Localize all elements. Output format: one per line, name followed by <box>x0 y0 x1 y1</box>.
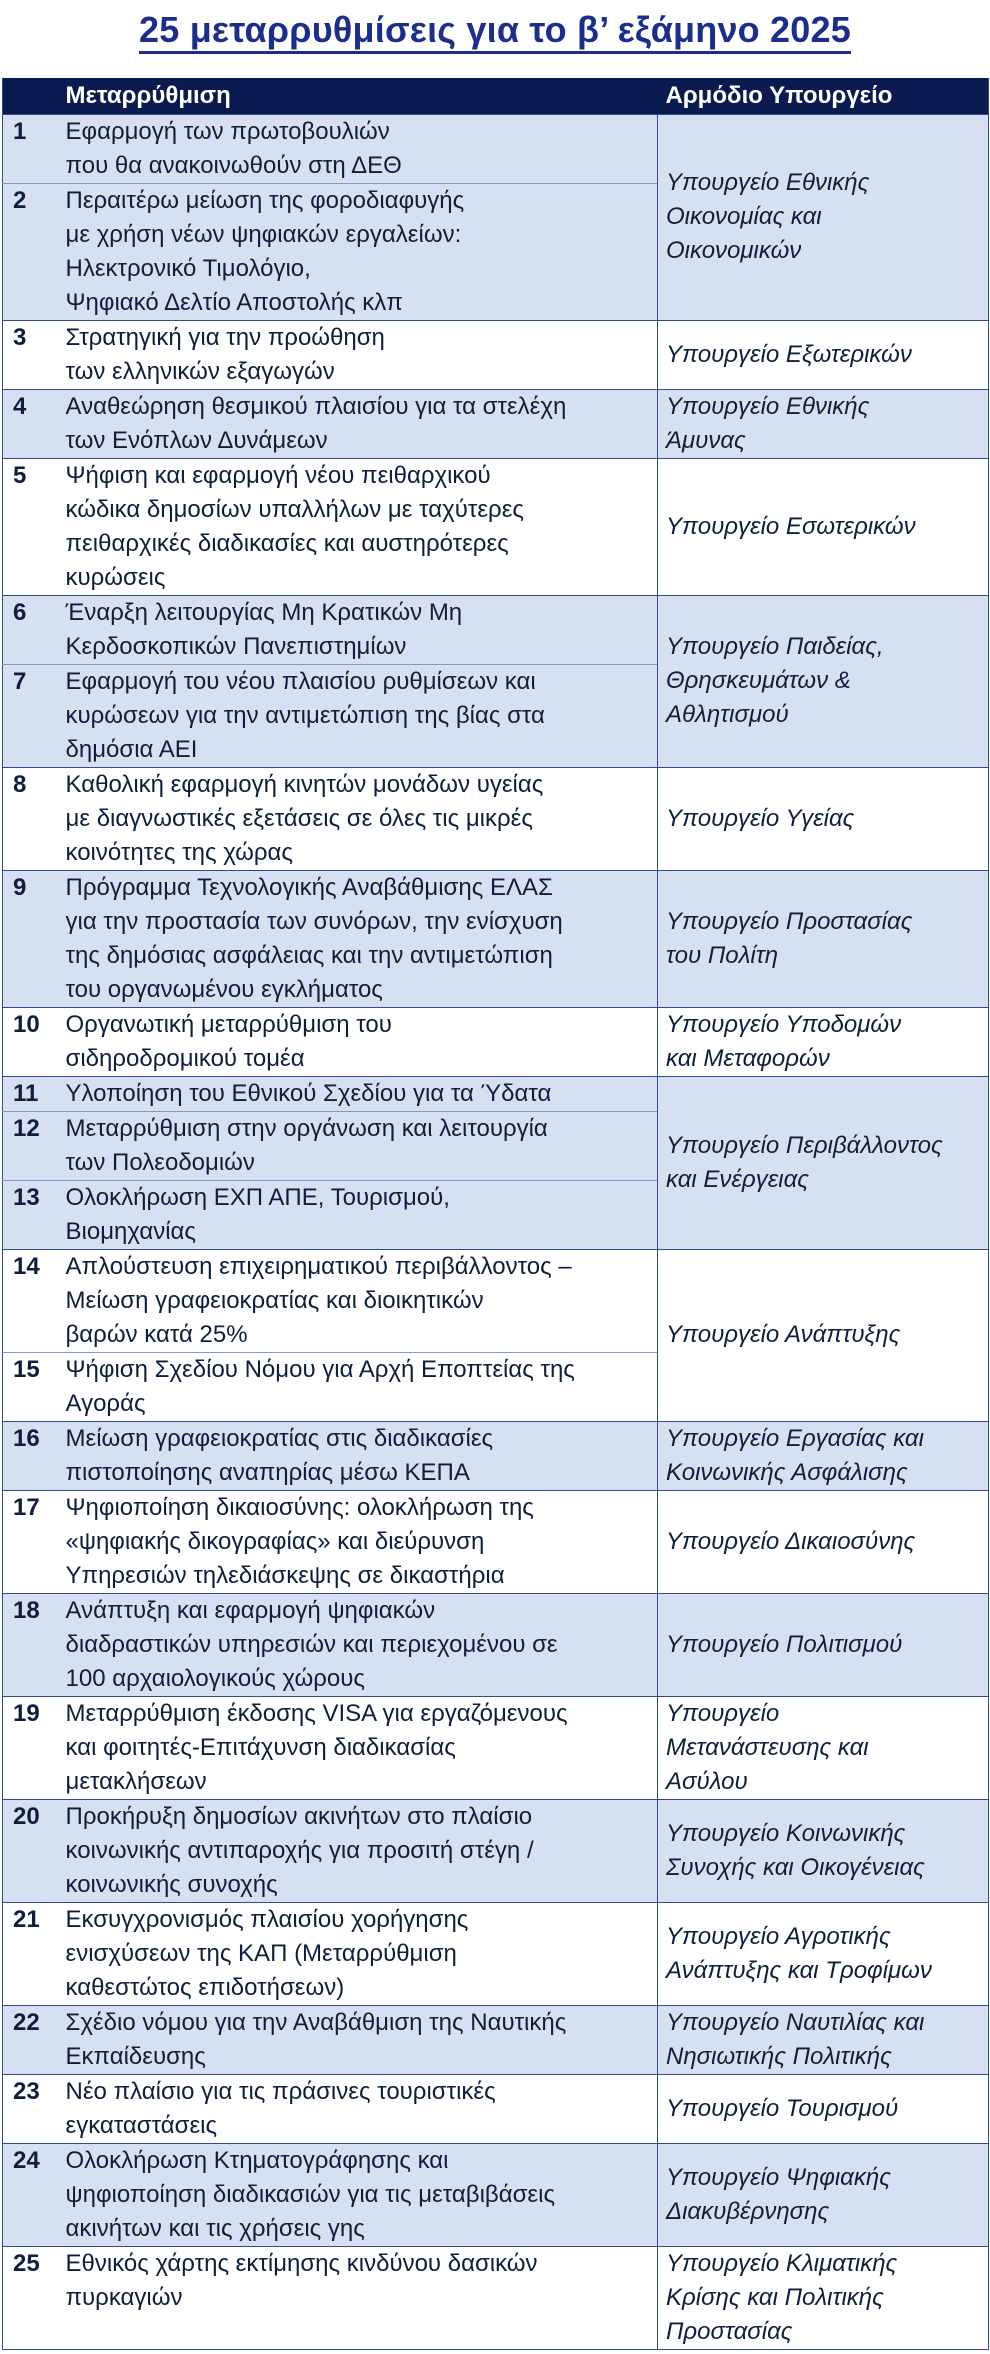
reform-line: που θα ανακοινωθούν στη ΔΕΘ <box>65 151 402 179</box>
reform-description <box>60 595 658 664</box>
ministry-cell <box>658 1007 989 1076</box>
reform-number: 8 <box>3 767 60 870</box>
ministry-cell <box>658 458 989 595</box>
reform-description <box>60 1076 658 1111</box>
reform-description <box>60 1799 658 1902</box>
table-row <box>3 458 989 595</box>
table-row <box>3 1490 989 1593</box>
ministry-line: Θρησκευμάτων & <box>666 667 851 694</box>
ministry-line: του Πολίτη <box>666 941 779 969</box>
reform-line: Προκήρυξη δημοσίων ακινήτων στο πλαίσιο <box>65 1802 533 1830</box>
reform-line: Απλούστευση επιχειρηματικού περιβάλλοντος – <box>65 1252 572 1280</box>
reform-line: της δημόσιας ασφάλειας και την αντιμετώπιση <box>65 941 553 969</box>
reform-line: Εκσυγχρονισμός πλαισίου χορήγησης <box>65 1905 469 1933</box>
header-ministry: Αρμόδιο Υπουργείο <box>665 81 893 109</box>
ministry-cell <box>658 767 989 870</box>
reform-description <box>60 1111 658 1180</box>
ministry-line: Υπουργείο Ναυτιλίας και <box>666 2008 925 2036</box>
table-row <box>3 2074 989 2143</box>
reform-description <box>60 1421 658 1490</box>
ministry-line: και Μεταφορών <box>666 1044 830 1072</box>
reform-line: με χρήση νέων ψηφιακών εργαλείων: <box>65 220 462 248</box>
reform-number: 24 <box>3 2143 60 2246</box>
reform-description <box>60 320 658 389</box>
reform-line: ενισχύσεων της ΚΑΠ (Μεταρρύθμιση <box>65 1939 457 1967</box>
page-title-container <box>0 0 990 66</box>
reform-number: 7 <box>3 664 60 767</box>
reform-number: 12 <box>3 1111 60 1180</box>
ministry-line: Υπουργείο Υποδομών <box>666 1010 902 1038</box>
ministry-line: Υπουργείο Παιδείας, <box>666 633 884 660</box>
reform-description <box>60 1007 658 1076</box>
ministry-line: Υπουργείο Αγροτικής <box>666 1922 891 1950</box>
reform-description <box>60 664 658 767</box>
reform-line: Έναρξη λειτουργίας Μη Κρατικών Μη <box>65 598 463 626</box>
reform-line: Εφαρμογή των πρωτοβουλιών <box>65 117 390 145</box>
table-row <box>3 2246 989 2349</box>
reform-line: των Πολεοδομιών <box>65 1148 255 1176</box>
ministry-line: Ασύλου <box>666 1767 748 1795</box>
reform-description <box>60 1352 658 1421</box>
reform-number: 10 <box>3 1007 60 1076</box>
reform-line: Κερδοσκοπικών Πανεπιστημίων <box>65 632 407 660</box>
reform-number: 5 <box>3 458 60 595</box>
reform-line: ψηφιοποίηση διαδικασιών για τις μεταβιβάσεις <box>65 2180 556 2208</box>
reform-description <box>60 1180 658 1249</box>
reform-number: 13 <box>3 1180 60 1249</box>
reform-number: 22 <box>3 2005 60 2074</box>
reform-number: 21 <box>3 1902 60 2005</box>
reform-number: 2 <box>3 183 60 320</box>
reform-line: πυρκαγιών <box>65 2283 183 2311</box>
ministry-line: Κοινωνικής Ασφάλισης <box>666 1458 908 1486</box>
table-row <box>3 595 989 664</box>
ministry-cell <box>658 595 989 767</box>
reform-line: Ολοκλήρωση ΕΧΠ ΑΠΕ, Τουρισμού, <box>65 1183 450 1211</box>
ministry-line: Διακυβέρνησης <box>666 2197 830 2225</box>
ministry-cell <box>658 1799 989 1902</box>
reform-description <box>60 767 658 870</box>
reform-line: Ανάπτυξη και εφαρμογή ψηφιακών <box>65 1596 436 1624</box>
reform-line: Καθολική εφαρμογή κινητών μονάδων υγείας <box>65 770 544 798</box>
reform-line: καθεστώτος επιδοτήσεων) <box>65 1973 345 2001</box>
reform-number: 23 <box>3 2074 60 2143</box>
reform-description <box>60 1593 658 1696</box>
ministry-cell <box>658 1490 989 1593</box>
reform-line: Ψηφιοποίηση δικαιοσύνης: ολοκλήρωση της <box>65 1493 534 1521</box>
reform-number: 11 <box>3 1076 60 1111</box>
ministry-line: Υπουργείο Εθνικής <box>666 169 870 196</box>
table-row <box>3 1799 989 1902</box>
reform-number: 19 <box>3 1696 60 1799</box>
ministry-line: Κρίσης και Πολιτικής <box>666 2283 884 2311</box>
reform-line: Μείωση γραφειοκρατίας και διοικητικών <box>65 1286 484 1314</box>
reform-line: δημόσια ΑΕΙ <box>65 735 198 763</box>
ministry-line: Υπουργείο Εθνικής <box>666 392 870 420</box>
reform-line: Ψήφιση και εφαρμογή νέου πειθαρχικού <box>65 461 491 489</box>
reform-line: Ψήφιση Σχεδίου Νόμου για Αρχή Εποπτείας της <box>65 1355 575 1383</box>
ministry-cell <box>658 1593 989 1696</box>
reform-line: Ολοκλήρωση Κτηματογράφησης και <box>65 2146 449 2174</box>
reform-line: Αγοράς <box>65 1389 146 1417</box>
ministry-line: Προστασίας <box>666 2317 793 2345</box>
ministry-line: Υπουργείο Περιβάλλοντος <box>666 1131 943 1159</box>
table-row <box>3 1421 989 1490</box>
table-row <box>3 2005 989 2074</box>
table-row <box>3 2143 989 2246</box>
reform-description <box>60 2246 658 2349</box>
ministry-cell <box>658 1249 989 1421</box>
reform-line: και φοιτητές-Επιτάχυνση διαδικασίας <box>65 1733 456 1761</box>
reform-line: διαδραστικών υπηρεσιών και περιεχομένου σε <box>65 1630 558 1658</box>
reform-line: Μείωση γραφειοκρατίας στις διαδικασίες <box>65 1424 494 1452</box>
table-body <box>3 114 989 2349</box>
reform-description <box>60 183 658 320</box>
reform-line: για την προστασία των συνόρων, την ενίσχυση <box>65 907 563 935</box>
ministry-line: Υπουργείο Εξωτερικών <box>666 340 912 368</box>
table-row <box>3 870 989 1007</box>
ministry-line: Νησιωτικής Πολιτικής <box>666 2042 892 2070</box>
reform-line: πιστοποίησης αναπηρίας μέσω ΚΕΠΑ <box>65 1458 470 1486</box>
table-row <box>3 1593 989 1696</box>
ministry-cell <box>658 1076 989 1249</box>
ministry-cell <box>658 1902 989 2005</box>
reform-number: 1 <box>3 114 60 183</box>
ministry-line: Υπουργείο Προστασίας <box>666 907 913 935</box>
table-row <box>3 1007 989 1076</box>
ministry-cell <box>658 2246 989 2349</box>
reform-description <box>60 1490 658 1593</box>
table-row <box>3 1249 989 1352</box>
reform-line: Περαιτέρω μείωση της φοροδιαφυγής <box>65 186 465 214</box>
ministry-cell <box>658 870 989 1007</box>
reform-description <box>60 870 658 1007</box>
reform-number: 16 <box>3 1421 60 1490</box>
reform-line: Σχέδιο νόμου για την Αναβάθμιση της Ναυτικής <box>65 2008 567 2036</box>
table-row <box>3 320 989 389</box>
reform-line: κοινωνικής αντιπαροχής για προσιτή στέγη / <box>65 1836 534 1864</box>
reform-line: σιδηροδρομικού τομέα <box>65 1044 305 1072</box>
reform-line: κυρώσεις <box>65 563 166 591</box>
reform-line: Μεταρρύθμιση στην οργάνωση και λειτουργία <box>65 1114 548 1142</box>
reform-line: Αναθεώρηση θεσμικού πλαισίου για τα στελέχη <box>65 392 567 420</box>
table-header <box>3 78 989 114</box>
reform-line: βαρών κατά 25% <box>65 1320 248 1348</box>
header-reform: Μεταρρύθμιση <box>65 81 231 109</box>
ministry-line: Υπουργείο Πολιτισμού <box>666 1630 903 1658</box>
reform-line: κοινότητες της χώρας <box>65 838 293 866</box>
reform-line: κώδικα δημοσίων υπαλλήλων με ταχύτερες <box>65 495 524 523</box>
ministry-cell <box>658 2143 989 2246</box>
ministry-cell <box>658 2074 989 2143</box>
reform-line: Υπηρεσιών τηλεδιάσκεψης σε δικαστήρια <box>65 1561 505 1589</box>
table-row <box>3 1902 989 2005</box>
ministry-line: Υπουργείο Κλιματικής <box>666 2249 898 2277</box>
reforms-table <box>2 78 989 2350</box>
reform-description <box>60 2143 658 2246</box>
reform-line: ακινήτων και τις χρήσεις γης <box>65 2214 365 2242</box>
ministry-cell <box>658 1421 989 1490</box>
reform-number: 18 <box>3 1593 60 1696</box>
ministry-cell <box>658 2005 989 2074</box>
reform-description <box>60 1696 658 1799</box>
ministry-line: Άμυνας <box>666 426 746 454</box>
table-row <box>3 1696 989 1799</box>
ministry-line: Υπουργείο Εσωτερικών <box>666 512 916 540</box>
ministry-line: Υπουργείο Τουρισμού <box>666 2094 899 2122</box>
ministry-line: Οικονομικών <box>666 237 802 264</box>
ministry-line: Υπουργείο Εργασίας και <box>666 1424 924 1452</box>
header-number <box>3 78 60 114</box>
reform-line: Ψηφιακό Δελτίο Αποστολής κλπ <box>65 288 403 316</box>
reform-line: «ψηφιακής δικογραφίας» και διεύρυνση <box>65 1527 485 1555</box>
ministry-line: Ανάπτυξης και Τροφίμων <box>666 1956 932 1984</box>
ministry-line: Υπουργείο <box>666 1699 780 1727</box>
reform-line: του οργανωμένου εγκλήματος <box>65 975 383 1003</box>
reform-description <box>60 114 658 183</box>
reform-line: εγκαταστάσεις <box>65 2111 218 2139</box>
reform-number: 25 <box>3 2246 60 2349</box>
reform-line: των Ενόπλων Δυνάμεων <box>65 426 328 454</box>
reform-description <box>60 2005 658 2074</box>
reform-number: 4 <box>3 389 60 458</box>
reform-line: Ηλεκτρονικό Τιμολόγιο, <box>65 254 311 282</box>
reform-number: 17 <box>3 1490 60 1593</box>
ministry-line: και Ενέργειας <box>666 1165 809 1193</box>
reform-line: Εθνικός χάρτης εκτίμησης κινδύνου δασικών <box>65 2249 538 2277</box>
reform-line: Μεταρρύθμιση έκδοσης VISA για εργαζόμενους <box>65 1699 568 1727</box>
ministry-line: Συνοχής και Οικογένειας <box>666 1853 925 1881</box>
ministry-line: Μετανάστευσης και <box>666 1733 869 1761</box>
ministry-line: Υπουργείο Ανάπτυξης <box>666 1321 901 1348</box>
reform-line: με διαγνωστικές εξετάσεις σε όλες τις μικρές <box>65 804 533 832</box>
reform-line: 100 αρχαιολογικούς χώρους <box>65 1664 365 1692</box>
reform-description <box>60 1902 658 2005</box>
reform-line: Στρατηγική για την προώθηση <box>65 323 385 351</box>
table-row <box>3 1076 989 1111</box>
reform-line: πειθαρχικές διαδικασίες και αυστηρότερες <box>65 529 509 557</box>
reform-description <box>60 389 658 458</box>
reform-line: μετακλήσεων <box>65 1767 207 1795</box>
reform-line: Υλοποίηση του Εθνικού Σχεδίου για τα Ύδατα <box>65 1079 552 1107</box>
reform-description <box>60 1249 658 1352</box>
ministry-cell <box>658 1696 989 1799</box>
table-row <box>3 389 989 458</box>
ministry-line: Αθλητισμού <box>666 701 789 728</box>
ministry-cell <box>658 114 989 320</box>
reform-description <box>60 2074 658 2143</box>
ministry-cell <box>658 320 989 389</box>
reform-number: 9 <box>3 870 60 1007</box>
ministry-cell <box>658 389 989 458</box>
reform-number: 20 <box>3 1799 60 1902</box>
reform-line: των ελληνικών εξαγωγών <box>65 357 335 385</box>
reform-number: 6 <box>3 595 60 664</box>
ministry-line: Υπουργείο Κοινωνικής <box>666 1819 906 1847</box>
page-title: 25 μεταρρυθμίσεις για το β’ εξάμηνο 2025 <box>139 10 851 54</box>
reform-number: 15 <box>3 1352 60 1421</box>
reform-line: Νέο πλαίσιο για τις πράσινες τουριστικές <box>65 2077 496 2105</box>
reform-line: κοινωνικής συνοχής <box>65 1870 278 1898</box>
ministry-line: Υπουργείο Ψηφιακής <box>666 2163 891 2191</box>
reform-number: 14 <box>3 1249 60 1352</box>
table-row <box>3 114 989 183</box>
ministry-line: Υπουργείο Δικαιοσύνης <box>666 1527 916 1555</box>
reform-description <box>60 458 658 595</box>
ministry-line: Οικονομίας και <box>666 203 822 230</box>
ministry-line: Υπουργείο Υγείας <box>666 804 855 832</box>
reform-line: Εφαρμογή του νέου πλαισίου ρυθμίσεων και <box>65 667 536 695</box>
reform-line: κυρώσεων για την αντιμετώπιση της βίας στα <box>65 701 545 729</box>
reform-line: Βιομηχανίας <box>65 1217 196 1245</box>
table-row <box>3 767 989 870</box>
reform-number: 3 <box>3 320 60 389</box>
reform-line: Πρόγραμμα Τεχνολογικής Αναβάθμισης ΕΛΑΣ <box>65 873 553 901</box>
reform-line: Εκπαίδευσης <box>65 2042 206 2070</box>
reform-line: Οργανωτική μεταρρύθμιση του <box>65 1010 392 1038</box>
